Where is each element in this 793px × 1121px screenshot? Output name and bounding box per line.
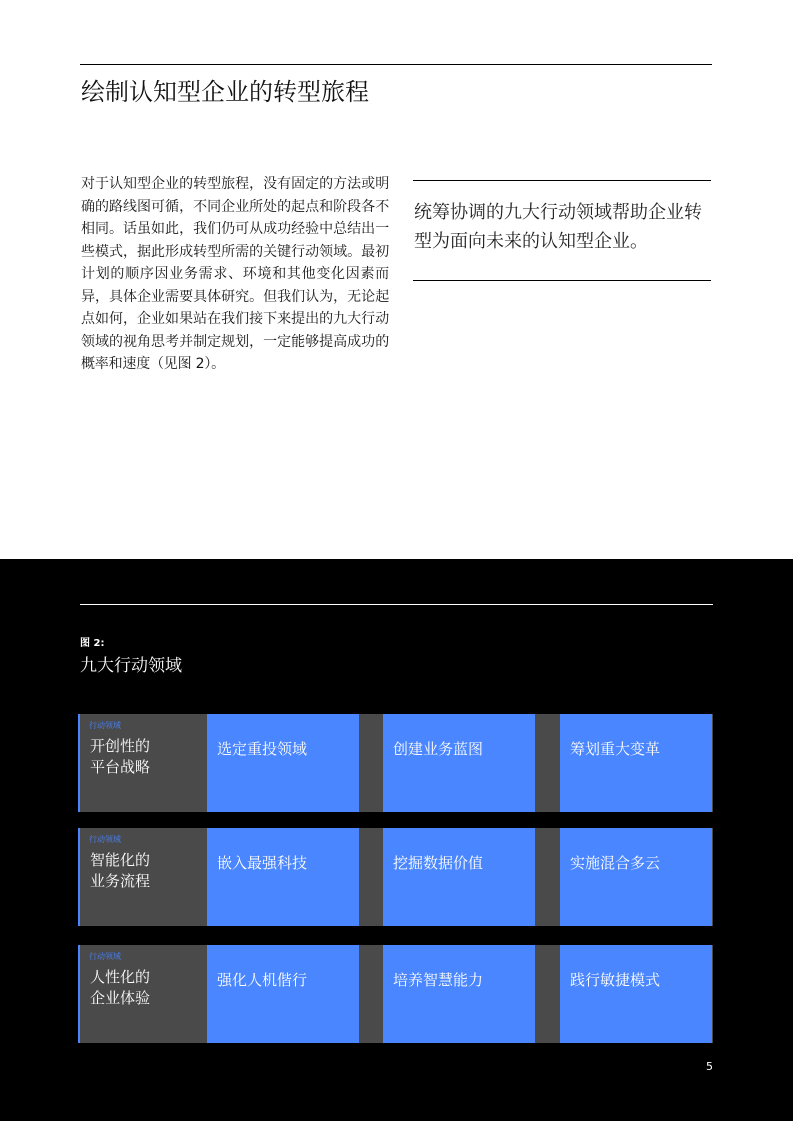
pullquote-rule-top	[413, 180, 711, 181]
action-cell-label: 践行敏捷模式	[570, 971, 661, 989]
page-title: 绘制认知型企业的转型旅程	[81, 78, 369, 106]
action-cell-label: 强化人机偕行	[217, 971, 308, 989]
action-cell-label: 挖掘数据价值	[393, 854, 484, 872]
page-number: 5	[706, 1060, 713, 1073]
row-title: 人性化的 企业体验	[90, 968, 151, 1007]
action-cell-label: 实施混合多云	[570, 854, 661, 872]
row-title: 智能化的 业务流程	[90, 851, 151, 890]
pullquote-rule-bottom	[413, 280, 711, 281]
row-title: 开创性的 平台战略	[90, 737, 151, 776]
figure-rule	[80, 604, 713, 605]
action-cell-label: 选定重投领域	[217, 740, 308, 758]
row-header	[78, 945, 207, 1043]
action-cell	[383, 714, 535, 812]
action-cell-label: 筹划重大变革	[570, 740, 661, 758]
pullquote: 统筹协调的九大行动领域帮助企业转型为面向未来的认知型企业。	[414, 202, 702, 252]
action-cell	[560, 714, 712, 812]
figure-panel	[0, 559, 793, 1121]
row-tag: 行动领域	[89, 721, 121, 730]
action-cell	[560, 945, 712, 1043]
action-row-platform	[78, 714, 713, 812]
row-tag: 行动领域	[89, 835, 121, 844]
figure-label: 图 2:	[80, 638, 105, 649]
top-rule	[80, 64, 712, 65]
action-cell-label: 培养智慧能力	[393, 971, 484, 989]
action-cell	[207, 828, 359, 926]
action-cell	[207, 945, 359, 1043]
action-cell	[383, 945, 535, 1043]
action-row-experience	[78, 945, 713, 1043]
action-cell-label: 嵌入最强科技	[217, 854, 308, 872]
action-cell	[560, 828, 712, 926]
action-cell	[383, 828, 535, 926]
action-cell-label: 创建业务蓝图	[393, 740, 484, 758]
row-tag: 行动领域	[89, 952, 121, 961]
body-paragraph: 对于认知型企业的转型旅程，没有固定的方法或明确的路线图可循，不同企业所处的起点和阶段各不相同。话虽如此，我们仍可从成功经验中总结出一些模式，据此形成转型所需的关键行动领域。最初计划的顺序因业务需求、环境和其他变化因素而异，具体企业需要具体研究。但我们认为，无论起点如何，企业如果站在我们接下来提出的九大行动领域的视角思考并制定规划，一定能够提高成功的概率和速度（见图 2）。	[81, 176, 389, 372]
row-header	[78, 828, 207, 926]
figure-title: 九大行动领域	[80, 656, 182, 676]
action-cell	[207, 714, 359, 812]
action-row-workflow	[78, 828, 713, 926]
row-header	[78, 714, 207, 812]
